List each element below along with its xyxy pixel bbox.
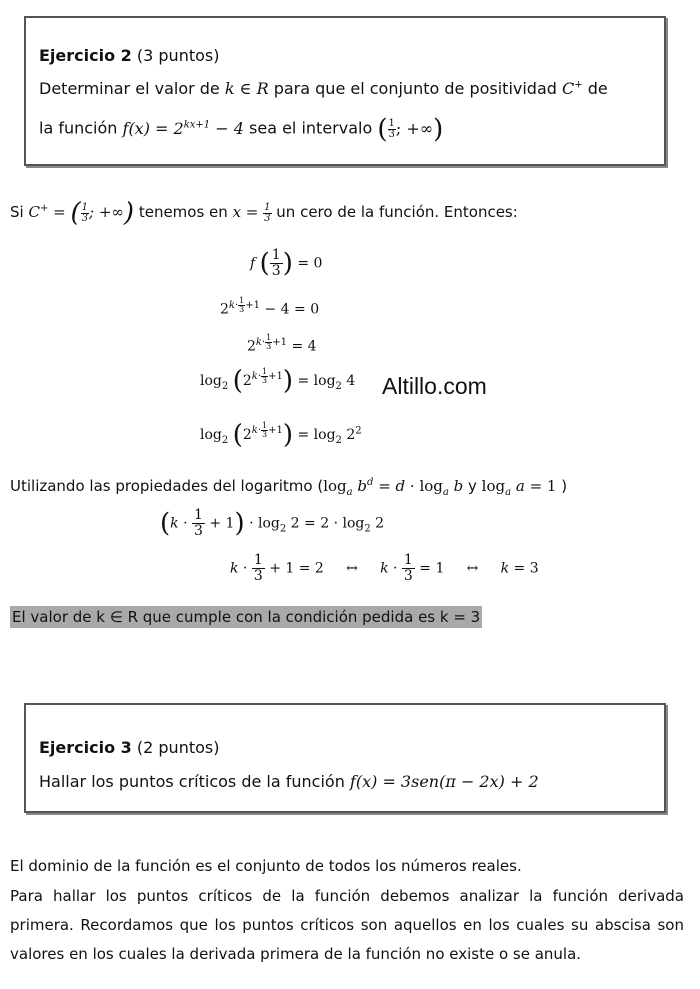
intro-text: Si xyxy=(10,203,24,221)
solution-3-paragraph: Para hallar los puntos críticos de la función debemos analizar la función derivada primera. Recordamos que los puntos críticos son aquellos en los cuales su abscisa son valores en los cuales la derivada primera de la función no existe o se anula. xyxy=(10,887,684,963)
function-exponent: kx+1 xyxy=(183,119,211,131)
statement-text: sea el intervalo xyxy=(249,118,373,138)
c-plus: C+ xyxy=(562,79,583,98)
x-eq: x = xyxy=(232,203,259,221)
props-formula-2: $\log_a a = 1$ xyxy=(481,477,557,498)
exercise-3-statement xyxy=(39,772,539,791)
step-1-rhs: = 0 xyxy=(297,255,323,272)
exercise-3-title-bold: Ejercicio 3 xyxy=(39,738,132,757)
step-2-rhs: − 4 = 0 xyxy=(264,301,320,318)
equation-step-3: $2^{k\cdot \frac{1}{3} +1} = 4$ xyxy=(247,333,317,355)
c-symbol: C xyxy=(562,79,575,98)
exercise-2-title-bold: Ejercicio 2 xyxy=(39,46,132,65)
c-plus-interval: C+ = ( $\frac{1}{3}$ ; +∞) xyxy=(28,198,135,228)
statement-text: Determinar el valor de xyxy=(39,79,220,98)
equation-step-5: $\log_2 (2^{k\cdot \frac{1}{3} +1}) = \log_2 2^2$ xyxy=(200,420,362,450)
function-expression: f(x) = 3sen(π − 2x) + 2 xyxy=(349,772,539,791)
function-base: f(x) = 2 xyxy=(122,118,184,138)
props-formula: $\log_a b^d = d \cdot \log_a b$ xyxy=(323,477,464,498)
x-value: x = $\frac{1}{3}$ xyxy=(232,201,271,224)
exercise-3-title xyxy=(39,738,219,757)
equation-step-6: (k · $\frac{1}{3}$ + $1) \cdot \log_2 2 = 2 \cdot \log_2 2$ xyxy=(160,507,385,539)
solution-2-intro xyxy=(10,198,518,228)
exercise-3-points: (2 puntos) xyxy=(136,738,220,757)
props-text: Utilizando las propiedades del logaritmo ( xyxy=(10,477,324,495)
solution-2-conclusion: El valor de k ∈ R que cumple con la condición pedida es k = 3 xyxy=(12,608,481,626)
equation-step-2: $2^{k\cdot \frac{1}{3} +1} - 4 = 0$ xyxy=(220,296,320,318)
equation-step-1: f ( $\frac{1}{3}$ ) = 0 xyxy=(250,247,323,279)
statement-text: Hallar los puntos críticos de la función xyxy=(39,772,345,791)
exercise-2-statement-line-1 xyxy=(39,79,608,98)
exercise-3-box xyxy=(24,703,666,813)
statement-text: de xyxy=(587,79,608,98)
statement-text: para que el conjunto de positividad xyxy=(273,79,557,98)
function-constant: − 4 xyxy=(210,118,244,138)
equation-step-4: $\log_2 (2^{k\cdot \frac{1}{3} +1}) = \log_2 4$ xyxy=(200,366,356,396)
intro-text: tenemos en xyxy=(138,203,228,221)
exercise-2-title xyxy=(39,46,219,65)
exercise-2-statement-line-2 xyxy=(39,114,443,144)
exercise-2-box xyxy=(24,16,666,166)
solution-3-domain: El dominio de la función es el conjunto de todos los números reales. xyxy=(10,857,522,875)
function-expression xyxy=(123,119,244,138)
log-properties-text: Utilizando las propiedades del logaritmo ($\log_a$ $b^d = d \cdot \log_a b$ y $\log_a a = 1$ ) xyxy=(10,477,568,498)
equation-step-7: k · $\frac{1}{3}$ + 1 = 2 ↔ k · $\frac{1}{3}$ = 1 ↔ k = 3 xyxy=(230,552,539,584)
exercise-2-points: (3 puntos) xyxy=(136,46,220,65)
intro-text: un cero de la función. Entonces: xyxy=(276,203,518,221)
k-in-r: k ∈ R xyxy=(224,79,269,98)
statement-text: la función xyxy=(39,118,118,138)
props-end: ) xyxy=(561,477,568,495)
step-3-rhs: = 4 xyxy=(291,338,317,355)
interval: ( $\frac{1}{3}$ ; +∞) xyxy=(377,114,444,144)
watermark: Altillo.com xyxy=(382,373,487,399)
